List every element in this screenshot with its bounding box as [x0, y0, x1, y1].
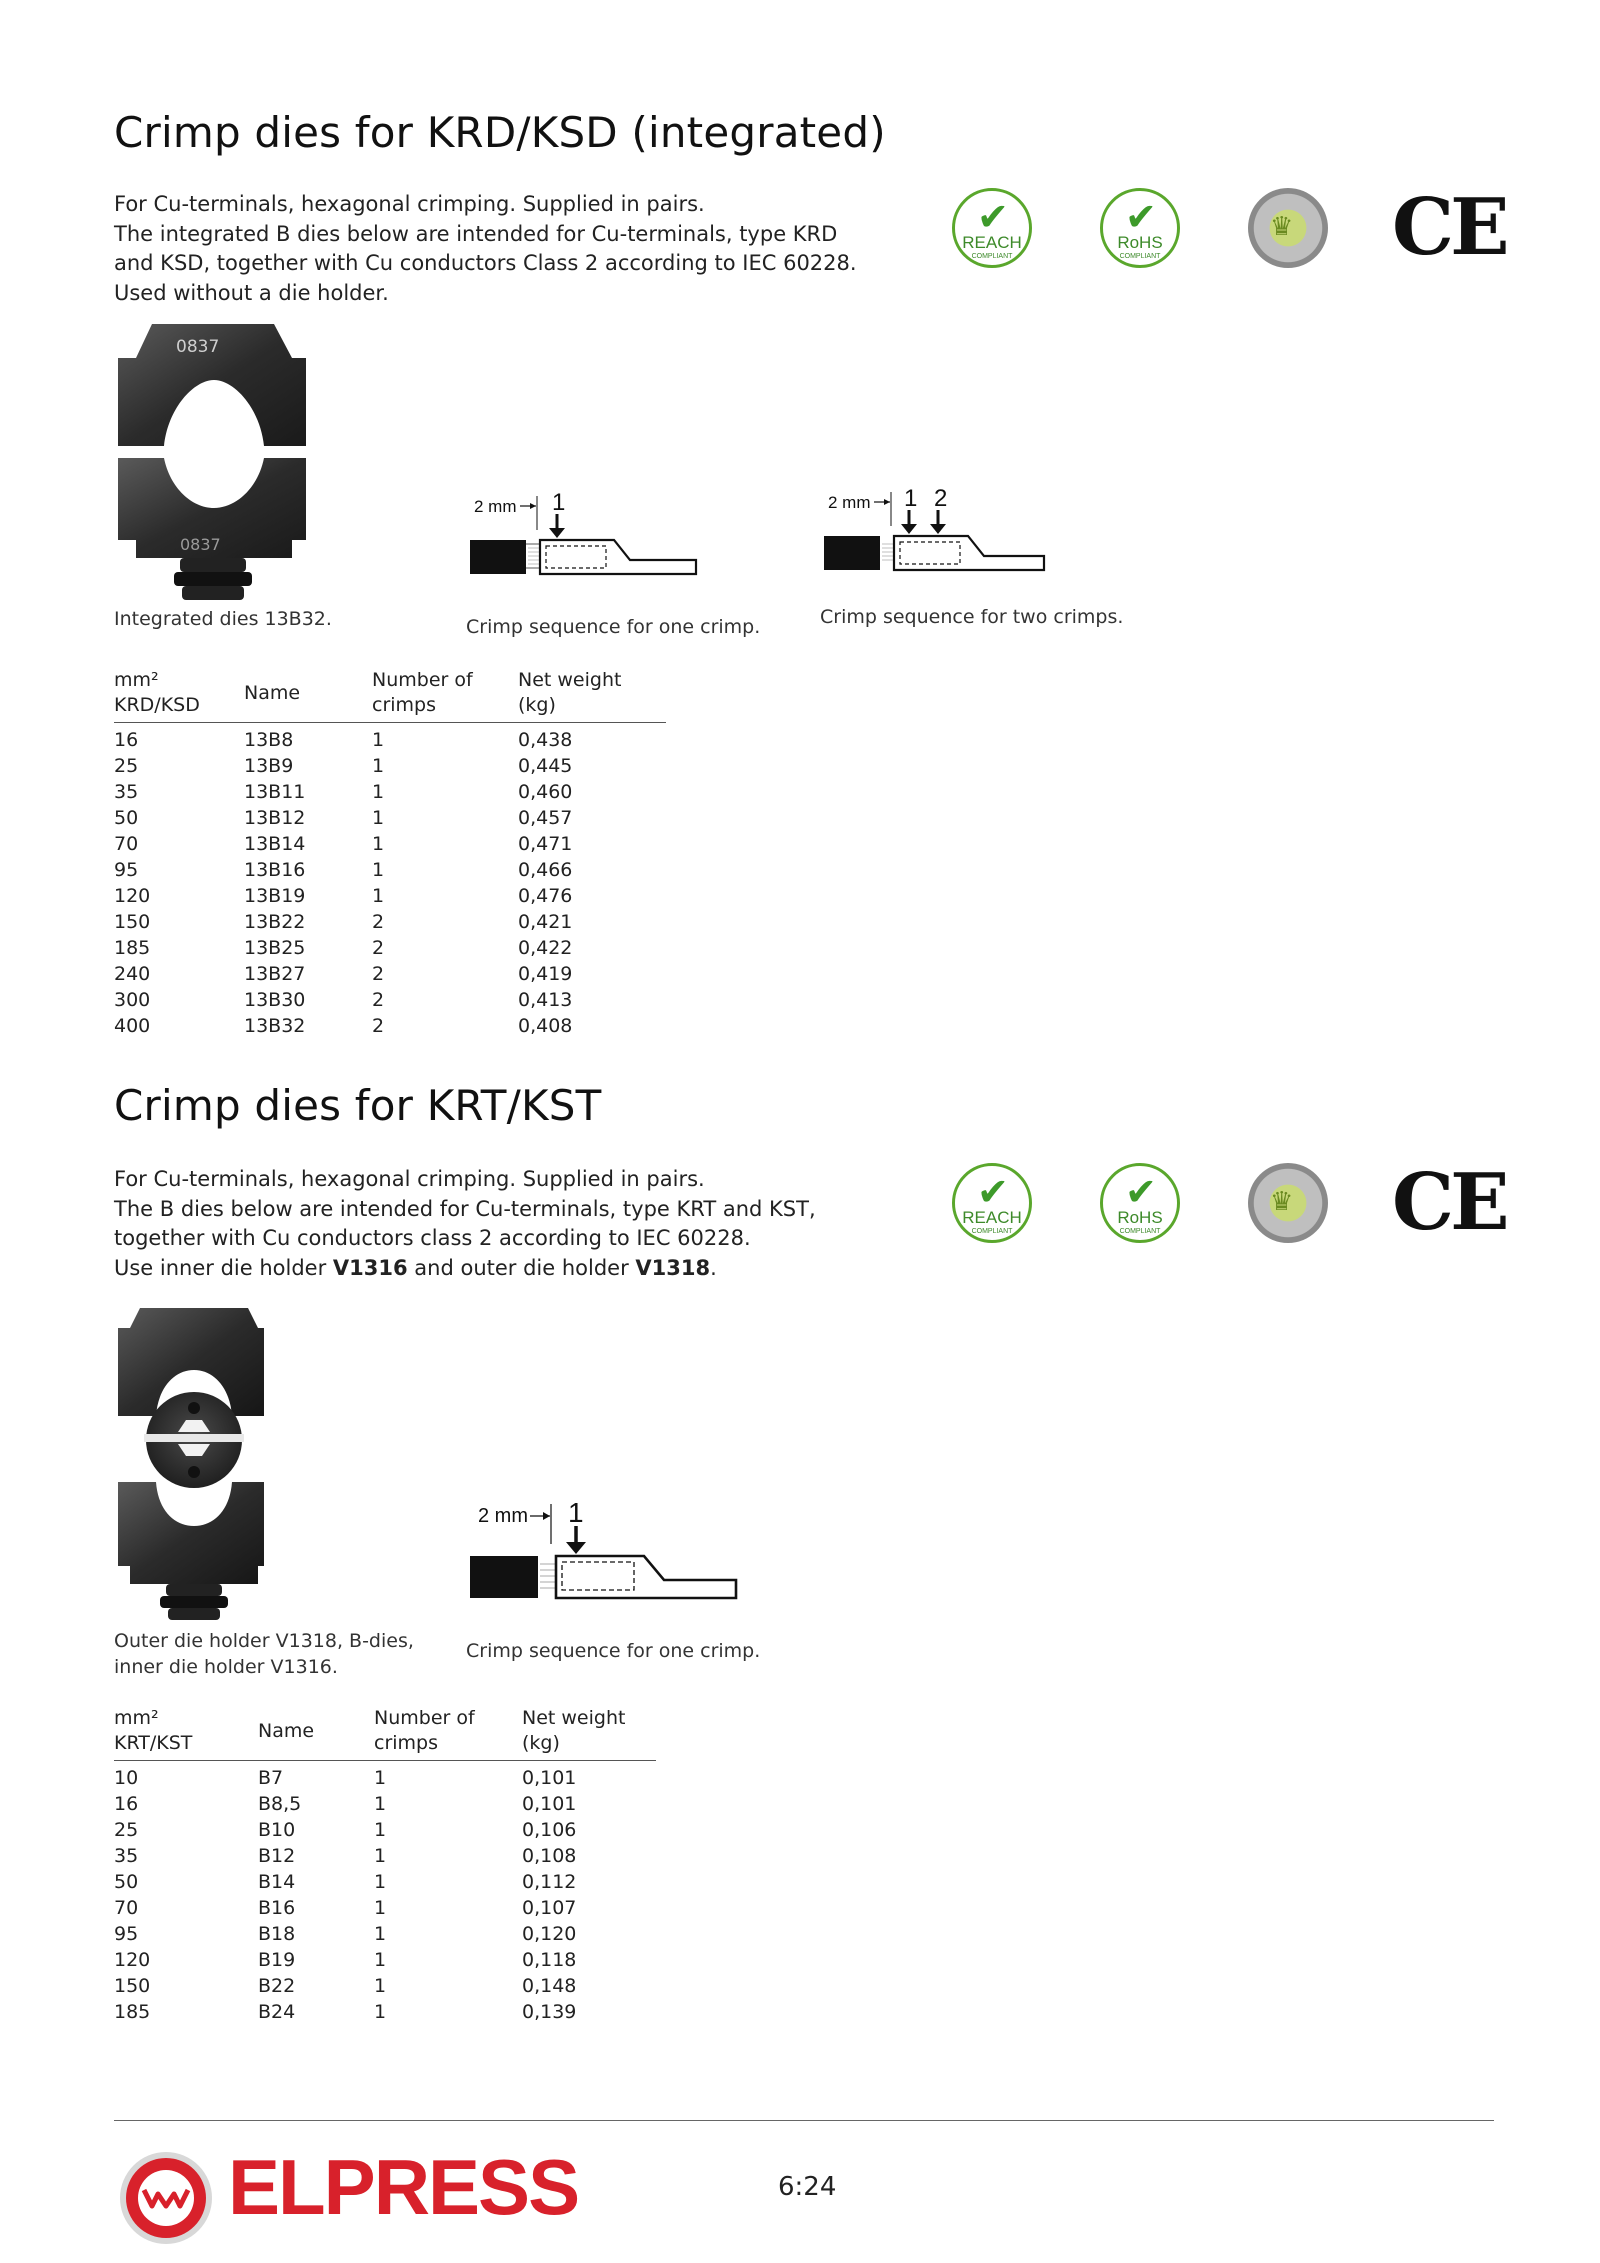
- intro-text: .: [710, 1255, 717, 1280]
- table-cell: 0,419: [518, 963, 573, 985]
- table-cell: 2: [372, 989, 385, 1011]
- table-header-row: [114, 668, 666, 723]
- table-cell: 0,101: [522, 1793, 577, 1815]
- table-row: [114, 1817, 656, 1843]
- elpress-certification-seal-icon: ♛: [1248, 1163, 1328, 1243]
- table-cell: 300: [114, 989, 151, 1011]
- integrated-dies-photo: [114, 318, 314, 603]
- table-cell: 0,107: [522, 1897, 577, 1919]
- table-cell: 35: [114, 781, 139, 803]
- table-row: [114, 1869, 656, 1895]
- table-cell: 13B27: [244, 963, 306, 985]
- dimension-label: 2 mm: [478, 1505, 528, 1527]
- crimp-diagram-two: [818, 486, 1058, 586]
- checkmark-icon: ✔: [977, 1170, 1009, 1214]
- table-cell: 1: [372, 833, 385, 855]
- reach-badge-sub: COMPLIANT: [971, 1228, 1013, 1235]
- elpress-certification-seal-icon: ♛: [1248, 188, 1328, 268]
- section1-intro-line: and KSD, together with Cu conductors Class 2 according to IEC 60228.: [114, 251, 857, 275]
- crimp-number-label: 2: [934, 486, 948, 512]
- table-row: [114, 1895, 656, 1921]
- reach-badge-label: REACH: [962, 1208, 1022, 1227]
- page-number: 6:24: [778, 2172, 837, 2202]
- table-cell: 13B32: [244, 1015, 306, 1037]
- section2-title: Crimp dies for KRT/KST: [114, 1081, 602, 1130]
- reach-badge-label: REACH: [962, 233, 1022, 252]
- table-cell: 1: [374, 1793, 387, 1815]
- crimp-number-label: 1: [904, 486, 918, 512]
- table-cell: 1: [374, 1949, 387, 1971]
- table-cell: 1: [374, 1767, 387, 1789]
- table-cell: 0,408: [518, 1015, 573, 1037]
- rohs-badge-label: RoHS: [1117, 233, 1163, 252]
- table-cell: 10: [114, 1767, 139, 1789]
- table-row: [114, 987, 666, 1013]
- table-cell: 13B11: [244, 781, 306, 803]
- table-cell: 2: [372, 1015, 385, 1037]
- checkmark-icon: ✔: [1125, 1170, 1157, 1214]
- section1-certifications: [952, 182, 1506, 273]
- table-row: [114, 1921, 656, 1947]
- table-cell: 2: [372, 911, 385, 933]
- table-row: [114, 1761, 656, 1792]
- table-cell: 0,413: [518, 989, 573, 1011]
- table-cell: B10: [258, 1819, 296, 1841]
- section1-diagram-one-caption: Crimp sequence for one crimp.: [466, 616, 761, 638]
- intro-text: Use inner die holder: [114, 1255, 333, 1280]
- table-row: [114, 805, 666, 831]
- section1-intro-line: The integrated B dies below are intended for Cu-terminals, type KRD: [114, 221, 838, 246]
- table-cell: B8,5: [258, 1793, 302, 1815]
- outer-holder-code: V1318: [635, 1255, 711, 1280]
- table-cell: 95: [114, 1923, 139, 1945]
- table-cell: 70: [114, 833, 139, 855]
- table-cell: 1: [372, 807, 385, 829]
- table-row: [114, 1791, 656, 1817]
- table-cell: 0,120: [522, 1923, 577, 1945]
- crimp-number-label: 1: [552, 490, 566, 516]
- table-cell: 0,421: [518, 911, 573, 933]
- section1-title: Crimp dies for KRD/KSD (integrated): [114, 108, 886, 157]
- caption-line: inner die holder V1316.: [114, 1656, 338, 1678]
- table-cell: B22: [258, 1975, 296, 1997]
- table-row: [114, 779, 666, 805]
- table-row: [114, 883, 666, 909]
- table-cell: 0,118: [522, 1949, 577, 1971]
- rohs-badge-sub: COMPLIANT: [1119, 253, 1161, 260]
- rohs-badge-sub: COMPLIANT: [1119, 1228, 1161, 1235]
- table-cell: 13B9: [244, 755, 294, 777]
- table-cell: 1: [372, 755, 385, 777]
- table-cell: 13B8: [244, 729, 294, 751]
- section1-intro-line: Used without a die holder.: [114, 280, 389, 305]
- table-row: [114, 909, 666, 935]
- die-holder-photo: [114, 1304, 274, 1624]
- dimension-label: 2 mm: [828, 493, 871, 512]
- footer-divider: [114, 2120, 1494, 2121]
- table-cell: 13B22: [244, 911, 306, 933]
- reach-badge-sub: COMPLIANT: [971, 253, 1013, 260]
- table-cell: 50: [114, 1871, 139, 1893]
- column-header: Net weight (kg): [518, 668, 666, 723]
- table-cell: 1: [374, 1897, 387, 1919]
- table-cell: 1: [374, 1871, 387, 1893]
- rohs-badge: [1100, 188, 1180, 268]
- table-cell: 16: [114, 1793, 139, 1815]
- dimension-label: 2 mm: [474, 497, 517, 516]
- table-row: [114, 857, 666, 883]
- table-row: [114, 1013, 666, 1039]
- table-cell: 13B25: [244, 937, 306, 959]
- section1-image-caption: Integrated dies 13B32.: [114, 608, 332, 630]
- table-cell: 0,101: [522, 1767, 577, 1789]
- table-row: [114, 723, 666, 754]
- section1-intro: [114, 190, 874, 308]
- section2-intro-line: The B dies below are intended for Cu-terminals, type KRT and KST,: [114, 1196, 816, 1221]
- table-cell: B19: [258, 1949, 296, 1971]
- die-marking-lower: 0837: [180, 535, 221, 554]
- table-cell: B24: [258, 2001, 296, 2023]
- section2-table-body: [114, 1761, 656, 2026]
- table-cell: B16: [258, 1897, 296, 1919]
- table-cell: 240: [114, 963, 151, 985]
- table-row: [114, 1999, 656, 2025]
- section2-intro-line: For Cu-terminals, hexagonal crimping. Supplied in pairs.: [114, 1167, 705, 1191]
- table-cell: 2: [372, 963, 385, 985]
- table-cell: 0,460: [518, 781, 573, 803]
- inner-holder-code: V1316: [332, 1255, 408, 1280]
- table-cell: 0,466: [518, 859, 573, 881]
- table-cell: 120: [114, 1949, 151, 1971]
- table-cell: 0,106: [522, 1819, 577, 1841]
- table-cell: 1: [374, 1845, 387, 1867]
- section1-intro-line: For Cu-terminals, hexagonal crimping. Supplied in pairs.: [114, 192, 705, 216]
- table-cell: 13B14: [244, 833, 306, 855]
- table-cell: 0,148: [522, 1975, 577, 1997]
- column-header: Name: [258, 1706, 374, 1761]
- table-cell: 1: [372, 859, 385, 881]
- table-cell: 0,476: [518, 885, 573, 907]
- section2-image-caption: [114, 1628, 414, 1680]
- table-cell: 95: [114, 859, 139, 881]
- table-cell: 150: [114, 1975, 151, 1997]
- elpress-logo-emblem-icon: [118, 2150, 214, 2246]
- table-cell: 13B16: [244, 859, 306, 881]
- table-cell: 13B30: [244, 989, 306, 1011]
- table-row: [114, 935, 666, 961]
- section2-intro-line-holders: [114, 1254, 874, 1284]
- table-cell: 185: [114, 2001, 151, 2023]
- section2-intro-line: together with Cu conductors class 2 according to IEC 60228.: [114, 1226, 751, 1250]
- column-header: Number of crimps: [372, 668, 518, 723]
- table-cell: 1: [374, 1819, 387, 1841]
- table-row: [114, 1973, 656, 1999]
- table-cell: B7: [258, 1767, 284, 1789]
- table-cell: 50: [114, 807, 139, 829]
- ce-mark: CE: [1392, 1157, 1506, 1248]
- table-row: [114, 1843, 656, 1869]
- table-cell: 0,457: [518, 807, 573, 829]
- checkmark-icon: ✔: [977, 195, 1009, 239]
- crimp-diagram-one: [464, 490, 704, 590]
- table-row: [114, 961, 666, 987]
- table-cell: B18: [258, 1923, 296, 1945]
- checkmark-icon: ✔: [1125, 195, 1157, 239]
- table-cell: 400: [114, 1015, 151, 1037]
- table-cell: 120: [114, 885, 151, 907]
- table-cell: 1: [372, 885, 385, 907]
- table-cell: 1: [374, 1975, 387, 1997]
- table-cell: 35: [114, 1845, 139, 1867]
- section2-diagram-one-caption: Crimp sequence for one crimp.: [466, 1640, 761, 1662]
- table-row: [114, 1947, 656, 1973]
- table-cell: 13B12: [244, 807, 306, 829]
- table-cell: 0,445: [518, 755, 573, 777]
- section2-intro: [114, 1165, 874, 1283]
- table-row: [114, 831, 666, 857]
- crimp-number-label: 1: [568, 1497, 584, 1528]
- table-cell: 0,438: [518, 729, 573, 751]
- rohs-badge-label: RoHS: [1117, 1208, 1163, 1227]
- ce-mark: CE: [1392, 182, 1506, 273]
- crimp-diagram-one-section2: [464, 1490, 744, 1610]
- section1-table-body: [114, 723, 666, 1040]
- table-cell: 1: [374, 2001, 387, 2023]
- table-cell: 0,422: [518, 937, 573, 959]
- die-marking-upper: 0837: [176, 337, 220, 357]
- table-cell: 1: [374, 1923, 387, 1945]
- table-cell: B14: [258, 1871, 296, 1893]
- rohs-badge: [1100, 1163, 1180, 1243]
- table-cell: 185: [114, 937, 151, 959]
- table-cell: 25: [114, 755, 139, 777]
- column-header: mm² KRD/KSD: [114, 668, 244, 723]
- caption-line: Outer die holder V1318, B-dies,: [114, 1630, 414, 1652]
- table-cell: 2: [372, 937, 385, 959]
- table-cell: B12: [258, 1845, 296, 1867]
- table-cell: 150: [114, 911, 151, 933]
- table-cell: 1: [372, 781, 385, 803]
- section2-spec-table: [114, 1706, 656, 2025]
- reach-badge: [952, 1163, 1032, 1243]
- column-header: Name: [244, 668, 372, 723]
- column-header: Net weight (kg): [522, 1706, 656, 1761]
- table-cell: 13B19: [244, 885, 306, 907]
- elpress-logo-wordmark: ELPRESS: [228, 2143, 579, 2231]
- table-cell: 0,108: [522, 1845, 577, 1867]
- section1-spec-table: [114, 668, 666, 1039]
- table-cell: 70: [114, 1897, 139, 1919]
- table-cell: 0,471: [518, 833, 573, 855]
- column-header: mm² KRT/KST: [114, 1706, 258, 1761]
- table-cell: 0,112: [522, 1871, 577, 1893]
- table-header-row: [114, 1706, 656, 1761]
- table-cell: 1: [372, 729, 385, 751]
- table-cell: 25: [114, 1819, 139, 1841]
- intro-text: and outer die holder: [407, 1255, 636, 1280]
- reach-badge: [952, 188, 1032, 268]
- section1-diagram-two-caption: Crimp sequence for two crimps.: [820, 606, 1124, 628]
- table-row: [114, 753, 666, 779]
- table-cell: 0,139: [522, 2001, 577, 2023]
- section2-certifications: [952, 1157, 1506, 1248]
- column-header: Number of crimps: [374, 1706, 522, 1761]
- table-cell: 16: [114, 729, 139, 751]
